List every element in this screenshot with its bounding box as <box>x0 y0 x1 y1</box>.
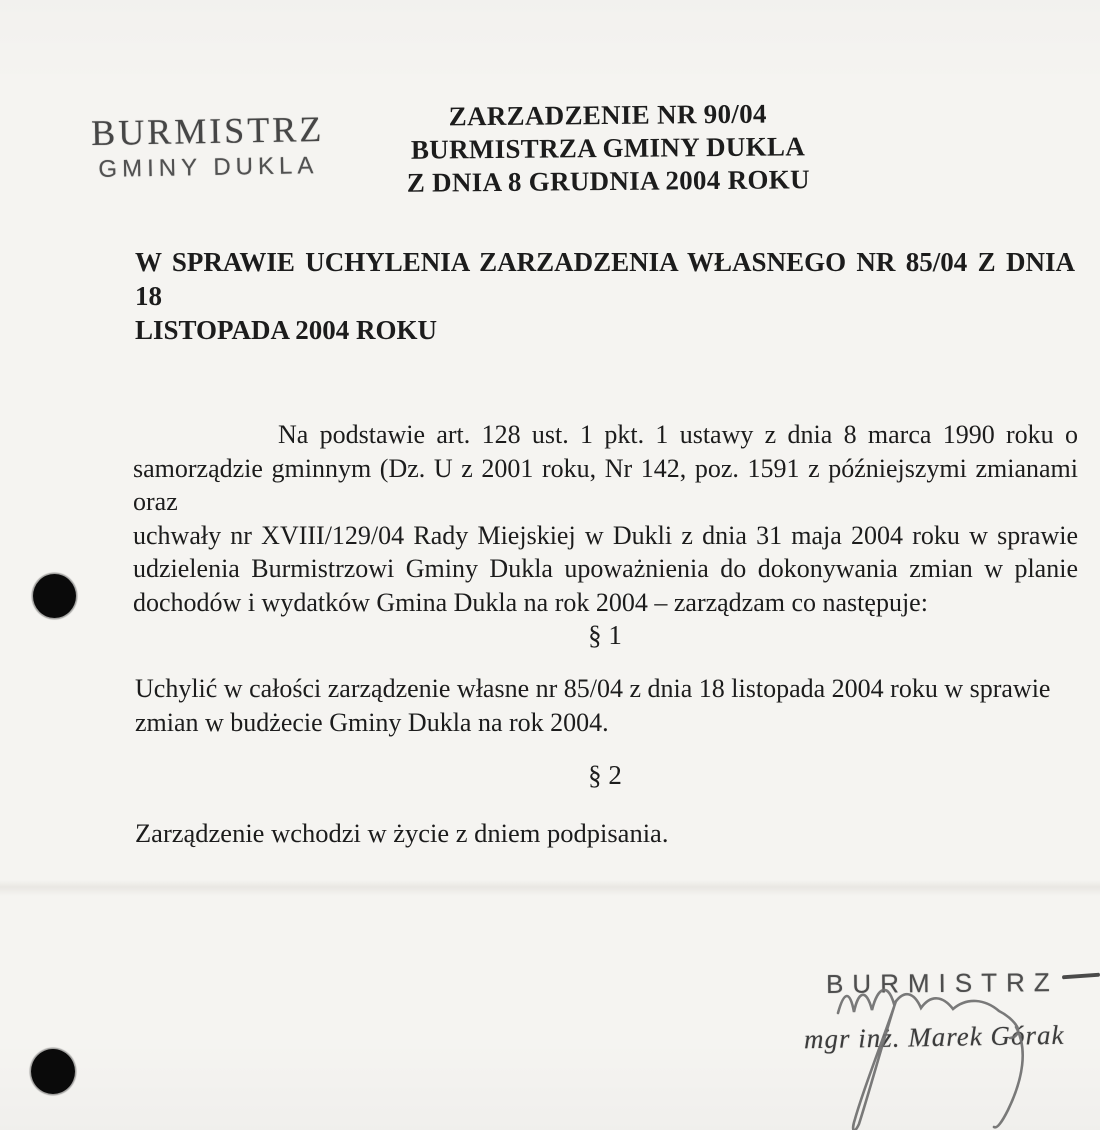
title-line-2: BURMISTRZA GMINY DUKLA <box>410 131 806 165</box>
section-1-line-1: Uchylić w całości zarządzenie własne nr 85/04 z dnia 18 listopada 2004 roku w sprawie <box>135 674 1051 703</box>
handwritten-signature <box>820 983 1050 1130</box>
signature-zigzag-stroke <box>838 990 1018 1038</box>
hole-punch-mark-bottom <box>31 1049 75 1094</box>
signature-stamp-burmistrz: BURMISTRZ <box>825 966 1059 1000</box>
title-line-1: ZARZADZENIE NR 90/04 <box>448 98 767 132</box>
office-stamp-title: BURMISTRZ <box>90 108 325 154</box>
pen-mark-dash <box>1062 973 1100 979</box>
title-line-3: Z DNIA 8 GRUDNIA 2004 ROKU <box>406 164 810 198</box>
preamble-line-1: Na podstawie art. 128 ust. 1 pkt. 1 ustawy z dnia 8 marca 1990 roku o <box>278 420 1078 449</box>
signature-descender-loop <box>853 1001 896 1130</box>
section-1-text <box>135 672 1065 740</box>
preamble-line-2: samorządzie gminnym (Dz. U z 2001 roku, Nr 142, poz. 1591 z późniejszymi zmianami oraz <box>133 453 1078 516</box>
preamble-line-4: udzielenia Burmistrzowi Gminy Dukla upoważnienia do dokonywania zmian w planie <box>133 554 1078 583</box>
office-stamp <box>87 108 328 184</box>
preamble-line-3: uchwały nr XVIII/129/04 Rady Miejskiej w Dukli z dnia 31 maja 2004 roku w sprawie <box>133 520 1078 550</box>
subject-heading <box>135 245 1075 347</box>
section-2-heading: § 2 <box>588 760 622 790</box>
scan-artifact-band <box>0 880 1100 896</box>
signature-name: mgr inż. Marek Górak <box>803 1019 1065 1055</box>
section-1-heading: § 1 <box>588 620 622 650</box>
section-2-text: Zarządzenie wchodzi w życie z dniem podpisania. <box>135 818 669 848</box>
document-title <box>398 97 819 200</box>
legal-preamble <box>133 418 1078 619</box>
subject-line-2: LISTOPADA 2004 ROKU <box>135 315 438 345</box>
office-stamp-subtitle: GMINY DUKLA <box>98 152 319 183</box>
signature-right-tail <box>994 1027 1023 1127</box>
preamble-line-5: dochodów i wydatków Gmina Dukla na rok 2004 – zarządzam co następuje: <box>133 587 928 617</box>
section-1-line-2: zmian w budżecie Gminy Dukla na rok 2004. <box>135 708 609 737</box>
subject-line-1: W SPRAWIE UCHYLENIA ZARZADZENIA WŁASNEGO NR 85/04 Z DNIA 18 <box>135 247 1075 311</box>
hole-punch-mark-top <box>33 574 76 618</box>
